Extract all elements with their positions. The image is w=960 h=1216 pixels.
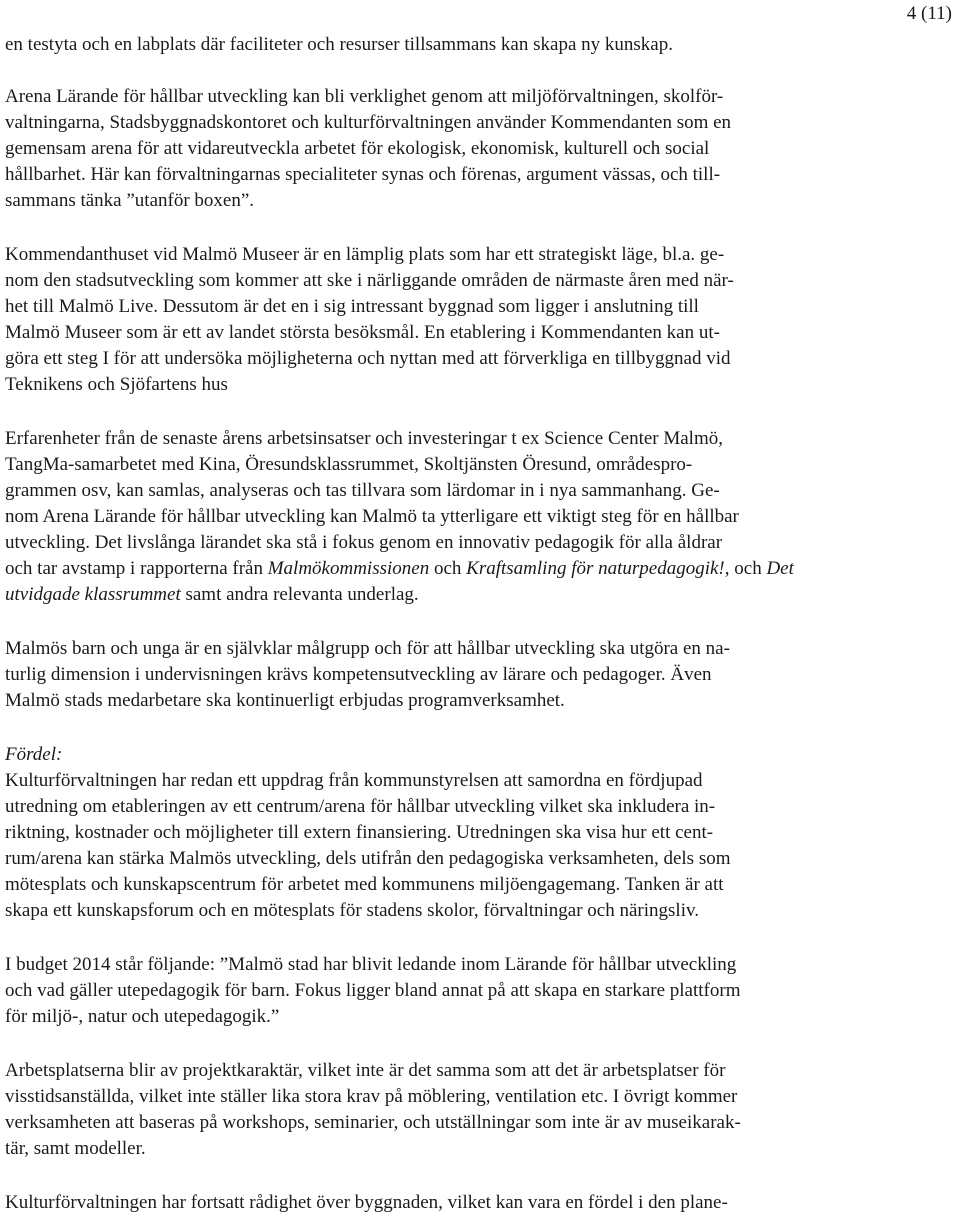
- text-line: turlig dimension i undervisningen krävs kompetensutveckling av lärare och pedagoger. Även: [5, 664, 712, 685]
- section-fordel: [5, 742, 955, 924]
- report-title-det-utvidgade-start: Det: [766, 558, 794, 579]
- section-heading-fordel: Fördel:: [5, 744, 63, 765]
- text-line: TangMa-samarbetet med Kina, Öresundsklassrummet, Skoltjänsten Öresund, områdespro-: [5, 454, 693, 475]
- report-title-kraftsamling: Kraftsamling för naturpedagogik!: [466, 558, 725, 579]
- text-line: Malmö stads medarbetare ska kontinuerligt erbjudas programverksamhet.: [5, 690, 565, 711]
- text-line: Malmö Museer som är ett av landet största besöksmål. En etablering i Kommendanten kan ut-: [5, 322, 720, 343]
- report-title-malmokommissionen: Malmökommissionen: [267, 558, 430, 579]
- paragraph-kommendanthuset: [5, 242, 955, 398]
- text-line: het till Malmö Live. Dessutom är det en i sig intressant byggnad som ligger i anslutning till: [5, 296, 699, 317]
- text-line: för miljö-, natur och utepedagogik.”: [5, 1006, 280, 1027]
- text-line: göra ett steg I för att undersöka möjligheterna och nyttan med att förverkliga en tillbyggnad vid: [5, 348, 731, 369]
- text-line: nom den stadsutveckling som kommer att ske i närliggande områden de närmaste åren med när-: [5, 270, 734, 291]
- text-run: samt andra relevanta underlag.: [180, 584, 419, 605]
- paragraph-intro-continuation: [5, 32, 955, 58]
- text-line: I budget 2014 står följande: ”Malmö stad har blivit ledande inom Lärande för hållbar utveckling: [5, 954, 737, 975]
- text-line: Arbetsplatserna blir av projektkaraktär, vilket inte är det samma som att det är arbetsplatser för: [5, 1060, 726, 1081]
- text-line: utredning om etableringen av ett centrum/arena för hållbar utveckling vilket ska inkludera in-: [5, 796, 716, 817]
- text-line: Arena Lärande för hållbar utveckling kan bli verklighet genom att miljöförvaltningen, skolför-: [5, 86, 724, 107]
- text-run: och tar avstamp i rapporterna från: [5, 558, 268, 579]
- text-line: Kommendanthuset vid Malmö Museer är en lämplig plats som har ett strategiskt läge, bl.a. ge-: [5, 244, 725, 265]
- text-line: verksamheten att baseras på workshops, seminarier, och utställningar som inte är av museikarak-: [5, 1112, 741, 1133]
- paragraph-arbetsplatserna: [5, 1058, 955, 1162]
- text-line: mötesplats och kunskapscentrum för arbetet med kommunens miljöengagemang. Tanken är att: [5, 874, 724, 895]
- text-line: Kulturförvaltningen har redan ett uppdrag från kommunstyrelsen att samordna en fördjupad: [5, 770, 703, 791]
- text-line: hållbarhet. Här kan förvaltningarnas specialiteter synas och förenas, argument vässas, och till-: [5, 164, 721, 185]
- text-line: grammen osv, kan samlas, analyseras och tas tillvara som lärdomar in i nya sammanhang. Ge-: [5, 480, 720, 501]
- paragraph-erfarenheter: [5, 426, 955, 608]
- paragraph-radighet: [5, 1190, 955, 1216]
- text-line: [5, 582, 955, 608]
- text-line: [5, 556, 955, 582]
- paragraph-barn-och-unga: [5, 636, 955, 714]
- text-line: Teknikens och Sjöfartens hus: [5, 374, 228, 395]
- text-line: en testyta och en labplats där faciliteter och resurser tillsammans kan skapa ny kunskap.: [5, 34, 673, 55]
- text-line: skapa ett kunskapsforum och en mötesplats för stadens skolor, förvaltningar och näringsliv.: [5, 900, 699, 921]
- text-line: gemensam arena för att vidareutveckla arbetet för ekologisk, ekonomisk, kulturell och social: [5, 138, 710, 159]
- text-line: tär, samt modeller.: [5, 1138, 146, 1159]
- text-line: utveckling. Det livslånga lärandet ska stå i fokus genom en innovativ pedagogik för alla åldrar: [5, 532, 723, 553]
- document-body: [5, 32, 955, 1216]
- text-line: valtningarna, Stadsbyggnadskontoret och kulturförvaltningen använder Kommendanten som en: [5, 112, 732, 133]
- text-line: nom Arena Lärande för hållbar utveckling kan Malmö ta ytterligare ett viktigt steg för en hållbar: [5, 506, 739, 527]
- text-line: sammans tänka ”utanför boxen”.: [5, 190, 255, 211]
- text-line: riktning, kostnader och möjligheter till extern finansiering. Utredningen ska visa hur ett cent-: [5, 822, 714, 843]
- text-line: visstidsanställda, vilket inte ställer lika stora krav på möblering, ventilation etc. I övrigt kommer: [5, 1086, 738, 1107]
- paragraph-arena-larande: [5, 84, 955, 214]
- text-line: rum/arena kan stärka Malmös utveckling, dels utifrån den pedagogiska verksamheten, dels som: [5, 848, 731, 869]
- text-line: Erfarenheter från de senaste årens arbetsinsatser och investeringar t ex Science Center Malmö,: [5, 428, 723, 449]
- text-run: , och: [724, 558, 767, 579]
- paragraph-budget-2014: [5, 952, 955, 1030]
- text-run: och: [429, 558, 467, 579]
- text-line: Kulturförvaltningen har fortsatt rådighet över byggnaden, vilket kan vara en fördel i den plane-: [5, 1192, 728, 1213]
- text-line: Malmös barn och unga är en självklar målgrupp och för att hållbar utveckling ska utgöra en na-: [5, 638, 730, 659]
- page-number: 4 (11): [906, 3, 952, 24]
- report-title-det-utvidgade-end: utvidgade klassrummet: [5, 584, 181, 605]
- text-line: och vad gäller utepedagogik för barn. Fokus ligger bland annat på att skapa en starkare plattform: [5, 980, 741, 1001]
